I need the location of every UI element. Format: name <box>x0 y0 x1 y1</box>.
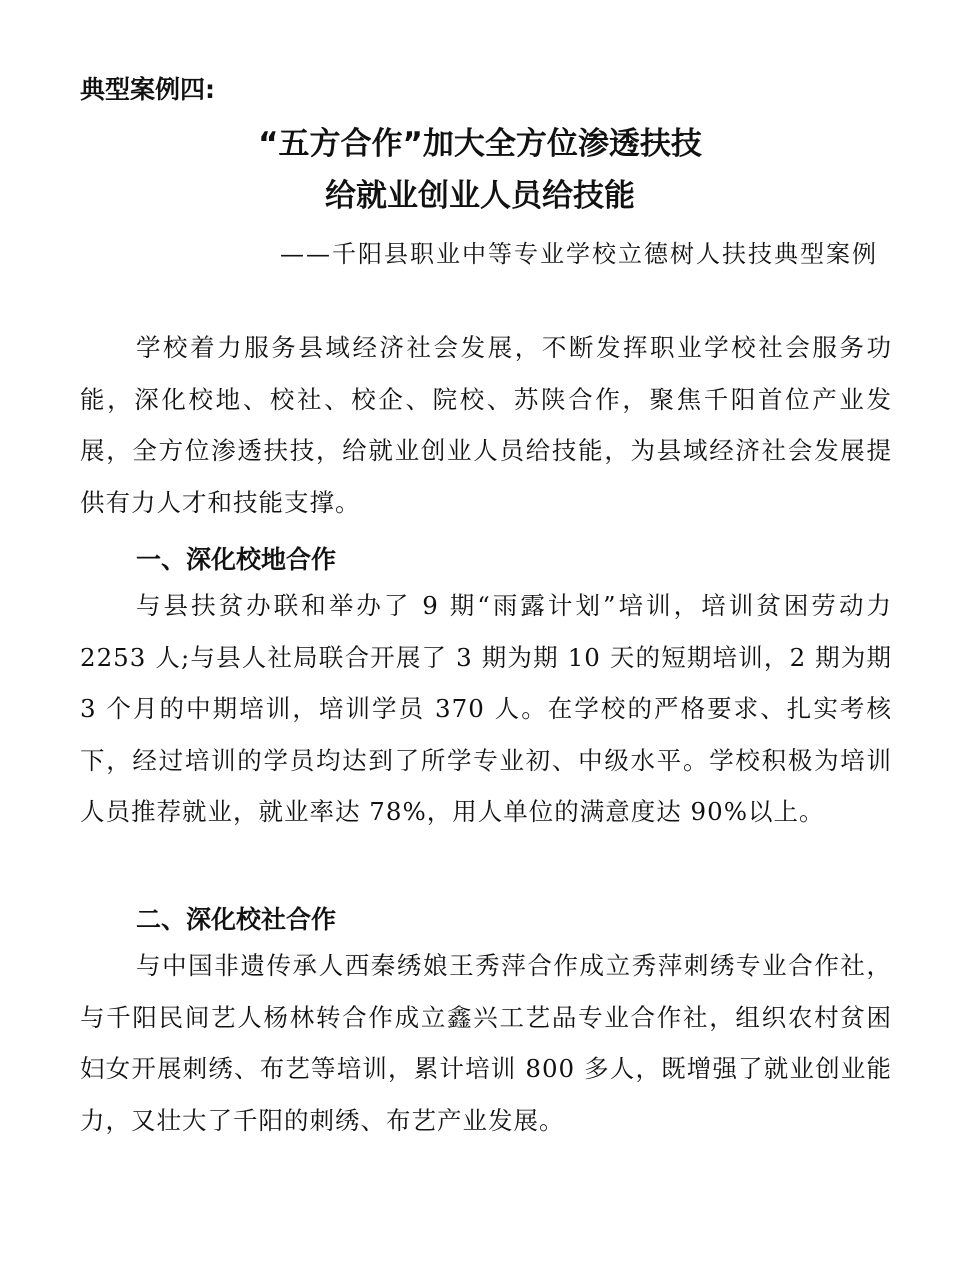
title-line-2: 给就业创业人员给技能 <box>325 178 635 214</box>
intro-paragraph: 学校着力服务县域经济社会发展，不断发挥职业学校社会服务功能，深化校地、校社、校企、院校、苏陕合作，聚焦千阳首位产业发展，全方位渗透扶技，给就业创业人员给技能，为县域经济社会发展提供有力人才和技能支撑。 <box>80 333 892 517</box>
section-heading-1: 一、深化校地合作 <box>136 545 337 574</box>
section-body-2: 与中国非遗传承人西秦绣娘王秀萍合作成立秀萍刺绣专业合作社，与千阳民间艺人杨林转合作成立鑫兴工艺品专业合作社，组织农村贫困妇女开展刺绣、布艺等培训，累计培训 800 多人，既增强了就业创业能力，又壮大了千阳的刺绣、布艺产业发展。 <box>80 951 892 1135</box>
section-body-1: 与县扶贫办联和举办了 9 期“雨露计划”培训，培训贫困劳动力 2253 人;与县人社局联合开展了 3 期为期 10 天的短期培训，2 期为期 3 个月的中期培训，培训学员 370 人。在学校的严格要求、扎实考核下，经过培训的学员均达到了所学专业初、中级水平。学校积极为培训人员推荐就业，就业率达 78%，用人单位的满意度达 90%以上。 <box>80 591 892 826</box>
case-label: 典型案例四: <box>80 75 215 104</box>
section-heading-2: 二、深化校社合作 <box>136 905 337 934</box>
title-line-1: “五方合作”加大全方位渗透扶技 <box>258 126 702 162</box>
subtitle: ——千阳县职业中等专业学校立德树人扶技典型案例 <box>280 240 878 268</box>
